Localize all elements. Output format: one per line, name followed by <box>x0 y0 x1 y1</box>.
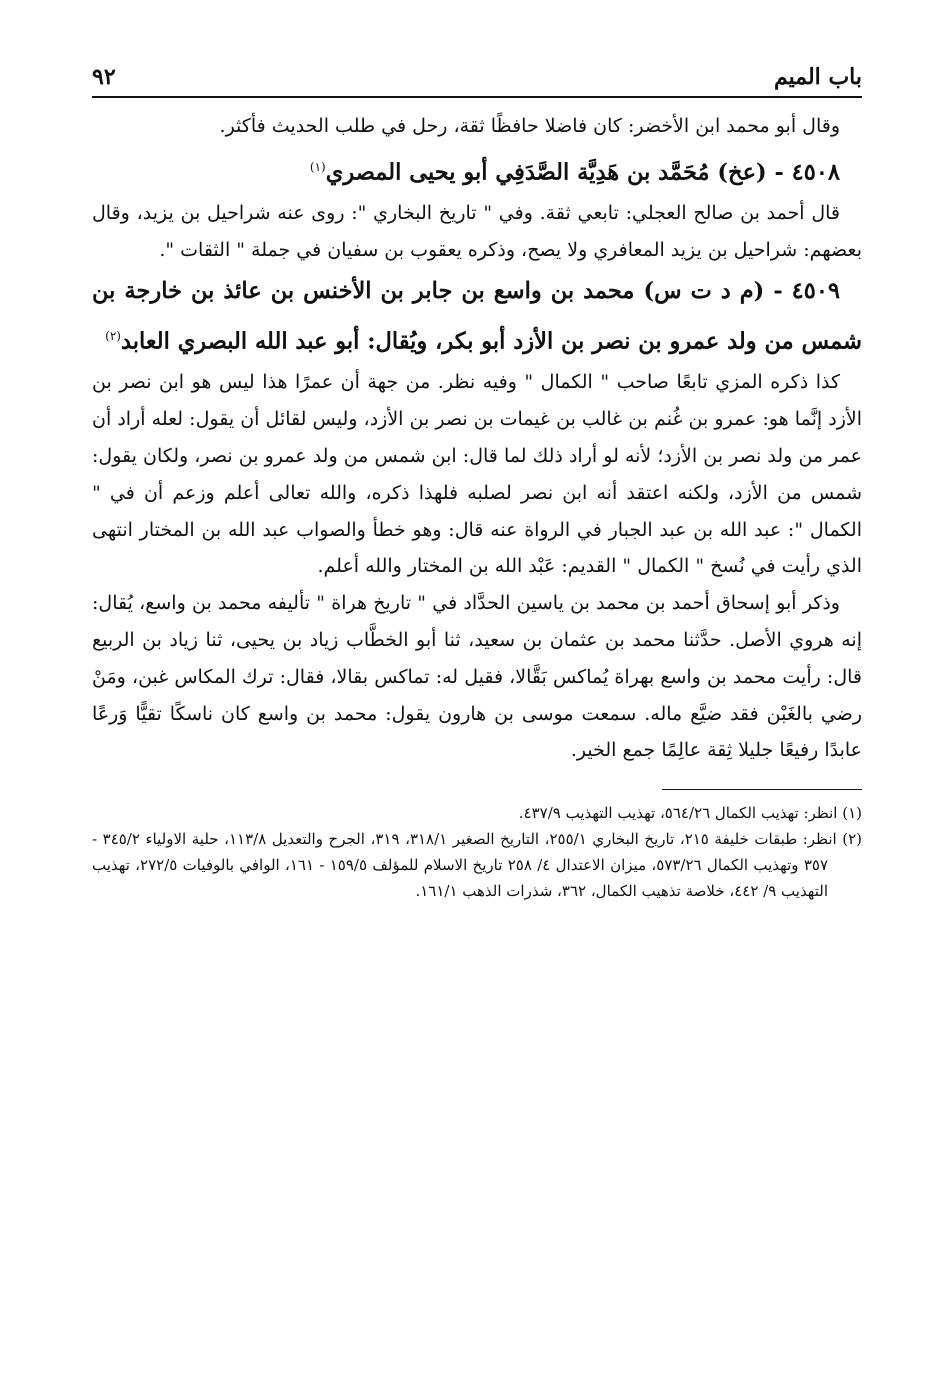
entry-heading-4509 <box>92 269 862 365</box>
main-text <box>92 108 862 769</box>
paragraph: وقال أبو محمد ابن الأخضر: كان فاضلا حافظًا ثقة، رحل في طلب الحديث فأكثر. <box>219 115 840 137</box>
footnote-marker: (١) <box>309 159 326 174</box>
entry-title: ٤٥٠٨ - (عخ) مُحَمَّد بن هَدِيَّة الصَّدَفِي أبو يحيى المصري <box>325 159 840 186</box>
header-rule <box>92 96 862 98</box>
footnote-marker: (٢) <box>105 328 121 343</box>
entry-heading-4508 <box>92 145 862 196</box>
book-page <box>92 50 862 904</box>
footnotes <box>92 800 862 904</box>
page-header <box>92 50 862 90</box>
running-head: باب الميم <box>773 64 862 90</box>
footnote-2: (٢) انظر: طبقات خليفة ٢١٥، تاريخ البخاري ٢٥٥/١، التاريخ الصغير ٣١٨/١، ٣١٩، الجرح والتعديل ١١٣/٨، حلية الاولياء ٣٤٥/٢ - ٣٥٧ وتهذيب الكمال ٥٧٣/٢٦، ميزان الاعتدال ٤/ ٢٥٨ تاريخ الاسلام للمؤلف ١٥٩/٥ - ١٦١، الوافي بالوفيات ٢٧٢/٥، تهذيب التهذيب ٩/ ٤٤٢، خلاصة تذهيب الكمال، ٣٦٢، شذرات الذهب ١٦١/١. <box>92 830 863 901</box>
paragraph: وذكر أبو إسحاق أحمد بن محمد بن ياسين الحدَّاد في " تاريخ هراة " تأليفه محمد بن واسع، يُقال: إنه هروي الأصل. حدَّثنا محمد بن عثمان بن سعيد، ثنا أبو الخطَّاب زياد بن يحيى، ثنا زياد بن الربيع قال: رأيت محمد بن واسع بهراة يُماكس بَقَّالا، فقيل له: تماكس بقالا، فقال: ترك المكاس غبن، ومَنْ رضي بالغَبْن فقد ضيَّع ماله. سمعت موسى بن هارون يقول: محمد بن واسع كان ناسكًا تقيًّا وَرعًا عابدًا رفيعًا جليلا ثِقة عالِمًا جمع الخير. <box>92 592 862 762</box>
footnote-divider <box>662 789 862 790</box>
entry-title: ٤٥٠٩ - (م د ت س) محمد بن واسع بن جابر بن الأخنس بن عائذ بن خارجة بن شمس من ولد عمرو بن نصر بن الأزد أبو بكر، ويُقال: أبو عبد الله البصري العابد <box>92 277 862 355</box>
paragraph: قال أحمد بن صالح العجلي: تابعي ثقة. وفي " تاريخ البخاري ": روى عنه شراحيل بن يزيد، وقال بعضهم: شراحيل بن يزيد المعافري ولا يصح، وذكره يعقوب بن سفيان في جملة " الثقات ". <box>92 202 862 262</box>
footnote-1: (١) انظر: تهذيب الكمال ٥٦٤/٢٦، تهذيب التهذيب ٤٣٧/٩. <box>518 804 862 823</box>
paragraph: كذا ذكره المزي تابعًا صاحب " الكمال " وفيه نظر. من جهة أن عمرًا هذا ليس هو ابن نصر بن الأزد إنَّما هو: عمرو بن غُنم بن غالب بن غيمات بن نصر بن الأزد، وليس لقائل أن يقول: لعله أراد أن عمر من ولد نصر بن الأزد؛ لأنه لو أراد ذلك لما قال: ابن شمس من ولد عمرو بن نصر، ولكان يقول: شمس من الأزد، ولكنه اعتقد أنه ابن نصر لصلبه فلهذا ذكره، والله تعالى أعلم وزعم أن في " الكمال ": عبد الله بن عبد الجبار في الرواة عنه قال: وهو خطأ والصواب عبد الله بن المختار انتهى الذي رأيت في نُسخ " الكمال " القديم: عَبْد الله بن المختار والله أعلم. <box>92 371 862 578</box>
page-number: ٩٢ <box>92 64 116 90</box>
